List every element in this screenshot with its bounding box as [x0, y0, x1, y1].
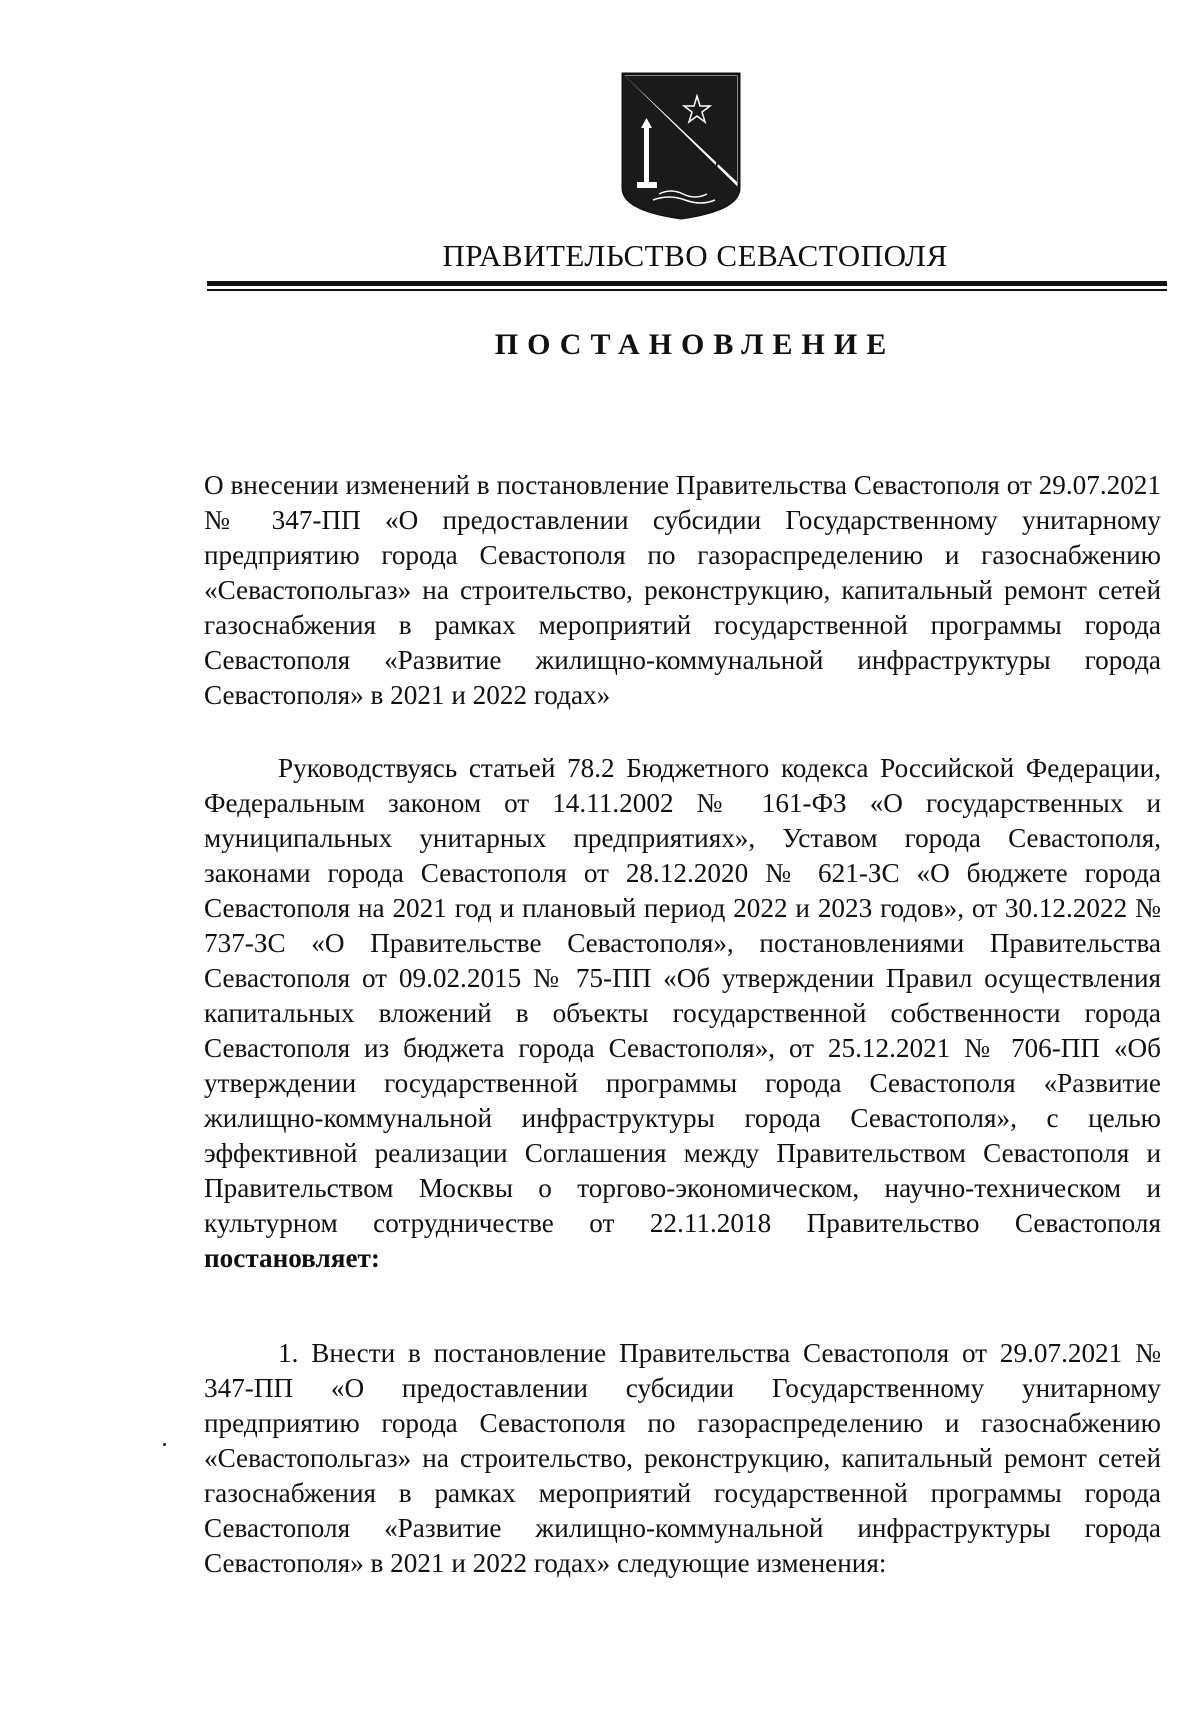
item-1-number: 1. — [278, 1338, 299, 1368]
sevastopol-coat-of-arms-icon — [619, 70, 743, 220]
document-subject: О внесении изменений в постановление Правительства Севастополя от 29.07.2021 № 347-ПП «О предоставлении субсидии Государственному унитарному предприятию города Севастополя по газораспределению и газоснабжению «Севастопольгаз» на строительство, реконструкцию, капитальный ремонт сетей газоснабжения в рамках мероприятий государственной программы города Севастополя «Развитие жилищно-коммунальной инфраструктуры города Севастополя» в 2021 и 2022 годах» — [204, 470, 1161, 710]
preamble-paragraph — [204, 751, 1161, 1276]
preamble-text: Руководствуясь статьей 78.2 Бюджетного кодекса Российской Федерации, Федеральным законом от 14.11.2002 № 161-ФЗ «О государственных и муниципальных унитарных предприятиях», Уставом города Севастополя, законами города Севастополя от 28.12.2020 № 621-ЗС «О бюджете города Севастополя на 2021 год и плановый период 2022 и 2023 годов», от 30.12.2022 № 737-ЗС «О Правительстве Севастополя», постановлениями Правительства Севастополя от 09.02.2015 № 75-ПП «Об утверждении Правил осуществления капитальных вложений в объекты государственной собственности города Севастополя из бюджета города Севастополя», от 25.12.2021 № 706-ПП «Об утверждении государственной программы города Севастополя «Развитие жилищно-коммунальной инфраструктуры города Севастополя», с целью эффективной реализации Соглашения между Правительством Севастополя и Правительством Москвы о торгово-экономическом, научно-техническом и культурном сотрудничестве от 22.11.2018 Правительство Севастополя — [204, 753, 1161, 1238]
preamble-resolves: постановляет: — [204, 1243, 380, 1273]
item-1-text: Внести в постановление Правительства Севастополя от 29.07.2021 № 347-ПП «О предоставлении субсидии Государственному унитарному предприятию города Севастополя по газораспределению и газоснабжению «Севастопольгаз» на строительство, реконструкцию, капитальный ремонт сетей газоснабжения в рамках мероприятий государственной программы города Севастополя «Развитие жилищно-коммунальной инфраструктуры города Севастополя» в 2021 и 2022 годах» следующие изменения: — [204, 1338, 1162, 1578]
document-type-heading: ПОСТАНОВЛЕНИЕ — [494, 328, 896, 361]
scan-speck — [163, 1443, 166, 1446]
government-title: ПРАВИТЕЛЬСТВО СЕВАСТОПОЛЯ — [442, 238, 948, 273]
header-double-rule-thick — [207, 281, 1167, 286]
header-double-rule-thin — [207, 289, 1167, 291]
item-1 — [204, 1336, 1161, 1581]
